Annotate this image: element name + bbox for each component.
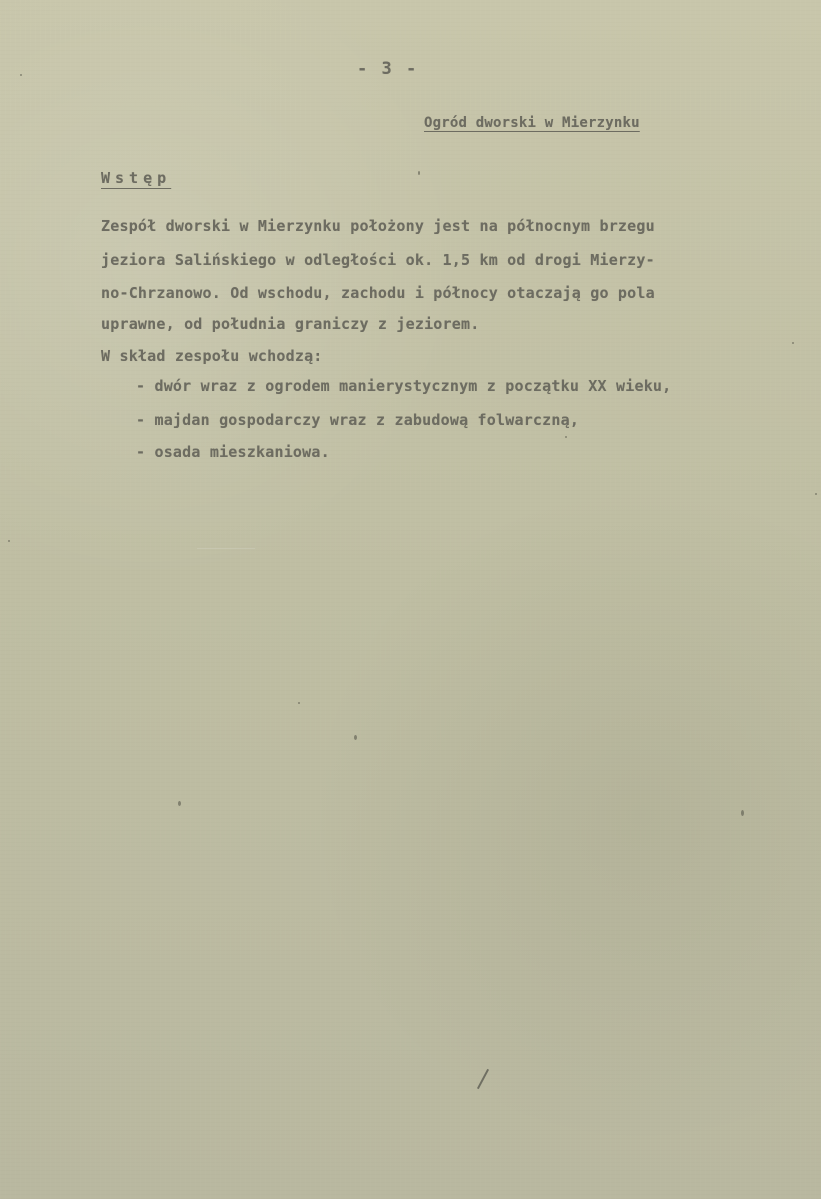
paper-speck bbox=[741, 810, 744, 816]
list-item: - dwór wraz z ogrodem manierystycznym z początku XX wieku, bbox=[136, 377, 672, 395]
paper-speck bbox=[354, 735, 357, 740]
paragraph-line: Zespół dworski w Mierzynku położony jest na północnym brzegu bbox=[101, 217, 655, 235]
paper-speck bbox=[565, 436, 567, 438]
paper-speck bbox=[815, 493, 817, 495]
paper-speck bbox=[178, 801, 181, 806]
paper-scratch bbox=[197, 548, 255, 549]
paper-speck bbox=[418, 171, 420, 175]
paper-speck bbox=[792, 342, 794, 344]
list-item: - osada mieszkaniowa. bbox=[136, 443, 330, 461]
paragraph-line: no-Chrzanowo. Od wschodu, zachodu i północy otaczają go pola bbox=[101, 284, 655, 302]
paper-mark bbox=[477, 1069, 489, 1089]
paper-speck bbox=[8, 540, 10, 542]
paragraph-line: uprawne, od południa graniczy z jeziorem. bbox=[101, 315, 480, 333]
list-intro: W skład zespołu wchodzą: bbox=[101, 347, 323, 365]
paragraph-line: jeziora Salińskiego w odległości ok. 1,5 km od drogi Mierzy- bbox=[101, 251, 655, 269]
list-item: - majdan gospodarczy wraz z zabudową folwarczną, bbox=[136, 411, 580, 429]
paper-speck bbox=[298, 702, 300, 704]
page-number: - 3 - bbox=[357, 59, 419, 79]
document-title: Ogród dworski w Mierzynku bbox=[424, 115, 640, 131]
paper-speck bbox=[20, 74, 22, 76]
section-heading: Wstęp bbox=[101, 169, 172, 187]
